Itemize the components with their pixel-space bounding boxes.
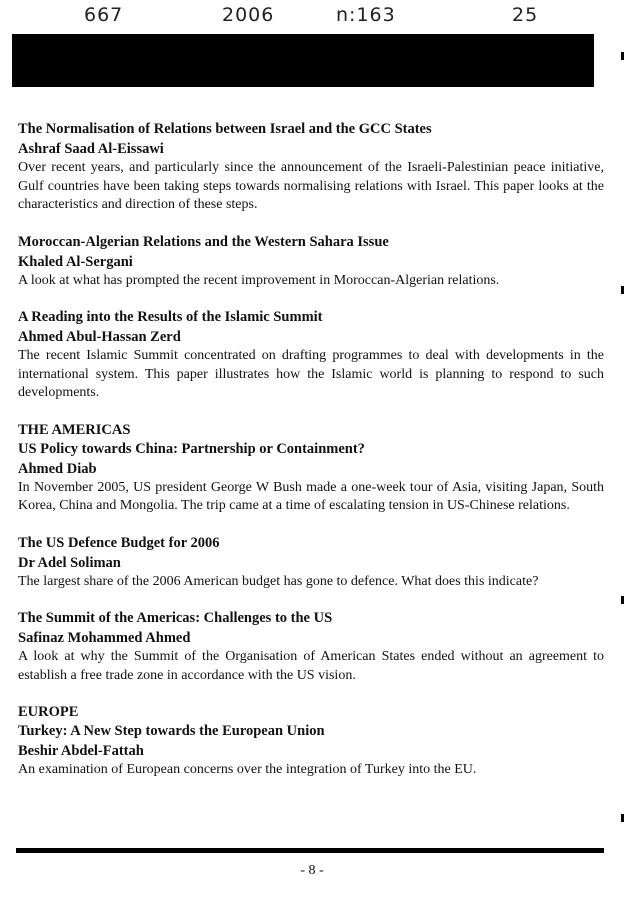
article-author: Ahmed Diab <box>18 460 97 477</box>
footer-rule <box>16 848 604 853</box>
section-heading: EUROPE <box>18 704 79 720</box>
article-author: Safinaz Mohammed Ahmed <box>18 630 191 646</box>
article <box>18 609 604 685</box>
article <box>18 233 604 291</box>
article-author: Ashraf Saad Al-Eissawi <box>18 141 164 157</box>
article-description: In November 2005, US president George W Bush made a one-week tour of Asia, visiting Japan, South Korea, China and Mongolia. The trip came at a time of escalating tension in US-Chinese relations. <box>18 479 604 513</box>
article <box>18 534 604 592</box>
article-title: The Normalisation of Relations between Israel and the GCC States <box>18 121 432 137</box>
article-list <box>18 120 604 798</box>
article <box>18 703 604 780</box>
article-title: The US Defence Budget for 2006 <box>18 534 220 551</box>
article <box>18 308 604 403</box>
page-number: - 8 - <box>300 863 324 878</box>
article-description: A look at what has prompted the recent improvement in Moroccan-Algerian relations. <box>18 272 500 288</box>
article-description: The largest share of the 2006 American budget has gone to defence. What does this indicate? <box>18 573 539 589</box>
article <box>18 120 604 215</box>
section-heading: THE AMERICAS <box>18 421 131 438</box>
article-title: The Summit of the Americas: Challenges to the US <box>18 610 333 626</box>
article-author: Dr Adel Soliman <box>18 554 121 571</box>
article-description: A look at why the Summit of the Organisation of American States ended without an agreement to establish a free trade zone in accordance with the US vision. <box>18 649 604 683</box>
article-author: Beshir Abdel-Fattah <box>18 743 144 759</box>
article-title: A Reading into the Results of the Islamic Summit <box>18 309 323 325</box>
article <box>18 421 604 516</box>
article-title: US Policy towards China: Partnership or Containment? <box>18 440 365 457</box>
article-author: Khaled Al-Sergani <box>18 253 133 270</box>
article-description: Over recent years, and particularly since the announcement of the Israeli-Palestinian peace initiative, Gulf countries have been taking steps towards normalising relations with Israel. This paper looks at the characteristics and direction of these steps. <box>18 160 604 212</box>
article-description: The recent Islamic Summit concentrated on drafting programmes to deal with developments in the international system. This paper illustrates how the Islamic world is planning to respond to such developments. <box>18 348 604 400</box>
article-author: Ahmed Abul-Hassan Zerd <box>18 329 181 345</box>
handwritten-note: 25 <box>512 4 539 26</box>
article-title: Moroccan-Algerian Relations and the Western Sahara Issue <box>18 233 389 250</box>
handwritten-note: 667 <box>84 4 124 26</box>
article-description: An examination of European concerns over the integration of Turkey into the EU. <box>18 762 477 777</box>
handwritten-note: n:163 <box>336 4 396 26</box>
header-bar <box>12 34 594 87</box>
handwritten-note: 2006 <box>222 4 275 26</box>
article-title: Turkey: A New Step towards the European Union <box>18 723 325 739</box>
